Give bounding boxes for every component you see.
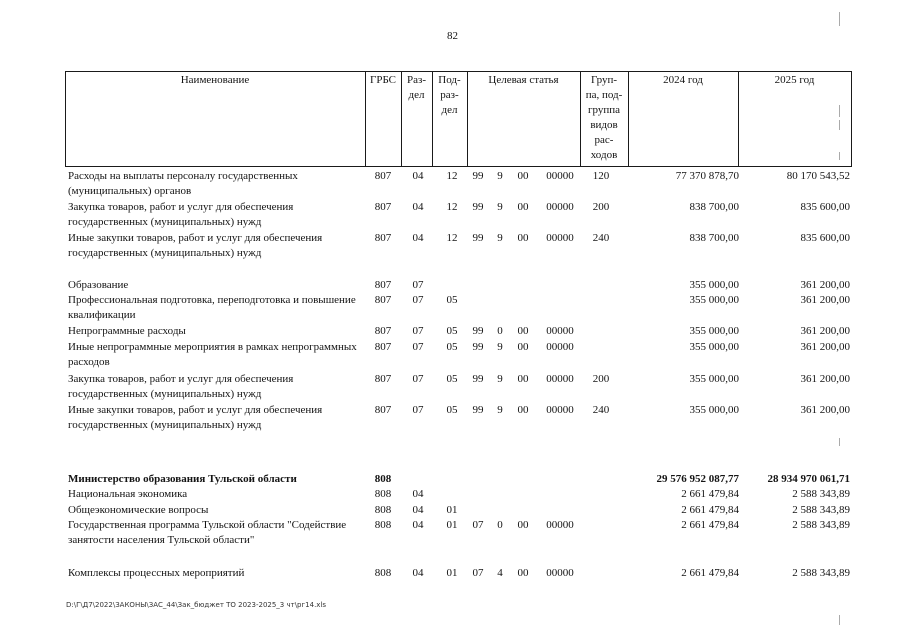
cell-rz: 04: [412, 201, 424, 213]
cell-pr: 05: [446, 341, 458, 353]
cell-grbs: 807: [374, 373, 392, 385]
cell-t3: 00: [517, 325, 529, 337]
cell-v2024: 2 661 479,84: [681, 567, 739, 579]
row-name: Комплексы процессных мероприятий: [68, 567, 245, 579]
row-name: Национальная экономика: [68, 488, 188, 500]
cell-rz: 04: [412, 504, 424, 516]
cell-t4: 00000: [546, 519, 574, 531]
header-podrazdel: Под- раз- дел: [438, 74, 461, 116]
cell-v2024: 355 000,00: [689, 294, 739, 306]
header-name: Наименование: [180, 74, 250, 86]
cell-t2: 9: [497, 170, 503, 182]
cell-grbs: 808: [374, 473, 392, 485]
cell-pr: 12: [446, 201, 458, 213]
cell-grp: 120: [592, 170, 610, 182]
cell-pr: 05: [446, 294, 458, 306]
scan-mark: [839, 438, 840, 446]
cell-v2025: 28 934 970 061,71: [767, 473, 850, 485]
cell-rz: 04: [412, 567, 424, 579]
cell-t2: 9: [497, 201, 503, 213]
cell-grbs: 807: [374, 294, 392, 306]
cell-v2024: 29 576 952 087,77: [656, 473, 739, 485]
cell-t4: 00000: [546, 325, 574, 337]
cell-rz: 07: [412, 279, 424, 291]
cell-v2024: 355 000,00: [689, 341, 739, 353]
cell-grbs: 807: [374, 170, 392, 182]
cell-grbs: 808: [374, 488, 392, 500]
cell-t2: 9: [497, 232, 503, 244]
cell-grbs: 808: [374, 519, 392, 531]
cell-rz: 04: [412, 488, 424, 500]
cell-grbs: 807: [374, 279, 392, 291]
scan-mark: [839, 12, 840, 26]
cell-v2024: 2 661 479,84: [681, 504, 739, 516]
cell-v2025: 2 588 343,89: [792, 519, 850, 531]
cell-t1: 99: [472, 201, 484, 213]
cell-t3: 00: [517, 170, 529, 182]
cell-t1: 07: [472, 519, 484, 531]
cell-rz: 07: [412, 294, 424, 306]
cell-v2025: 361 200,00: [800, 341, 850, 353]
cell-grbs: 808: [374, 504, 392, 516]
cell-grbs: 807: [374, 325, 392, 337]
cell-t4: 00000: [546, 201, 574, 213]
cell-t1: 99: [472, 373, 484, 385]
cell-pr: 05: [446, 404, 458, 416]
cell-v2024: 838 700,00: [689, 201, 739, 213]
cell-v2025: 2 588 343,89: [792, 567, 850, 579]
cell-grp: 240: [592, 404, 610, 416]
scan-mark: [839, 120, 840, 130]
cell-rz: 04: [412, 519, 424, 531]
header-2025: 2025 год: [774, 74, 815, 86]
cell-t4: 00000: [546, 170, 574, 182]
cell-rz: 04: [412, 232, 424, 244]
cell-v2025: 361 200,00: [800, 294, 850, 306]
row-name: Государственная программа Тульской области "Содействие занятости населения Тульской области": [68, 519, 347, 546]
scan-mark: [839, 105, 840, 117]
cell-t2: 0: [497, 519, 503, 531]
header-group: Груп- па, под- группа видов рас- ходов: [585, 74, 623, 161]
cell-t3: 00: [517, 519, 529, 531]
cell-t2: 4: [497, 567, 503, 579]
cell-grbs: 807: [374, 341, 392, 353]
row-name: Расходы на выплаты персоналу государственных (муниципальных) органов: [68, 170, 298, 197]
header-grbs: ГРБС: [369, 74, 397, 86]
row-name: Министерство образования Тульской области: [68, 473, 297, 485]
cell-t4: 00000: [546, 373, 574, 385]
cell-grbs: 808: [374, 567, 392, 579]
cell-t2: 9: [497, 373, 503, 385]
cell-v2025: 361 200,00: [800, 404, 850, 416]
cell-grbs: 807: [374, 201, 392, 213]
cell-v2024: 2 661 479,84: [681, 488, 739, 500]
cell-v2025: 361 200,00: [800, 373, 850, 385]
cell-t2: 9: [497, 404, 503, 416]
table-header: [65, 71, 852, 166]
cell-rz: 07: [412, 341, 424, 353]
cell-t1: 99: [472, 325, 484, 337]
row-name: Профессиональная подготовка, переподготовка и повышение квалификации: [68, 294, 356, 321]
cell-v2024: 355 000,00: [689, 373, 739, 385]
cell-v2025: 2 588 343,89: [792, 488, 850, 500]
scan-mark: [839, 615, 840, 625]
cell-t1: 07: [472, 567, 484, 579]
header-razdel: Раз- дел: [406, 74, 426, 101]
cell-v2025: 2 588 343,89: [792, 504, 850, 516]
row-name: Образование: [68, 279, 129, 291]
cell-pr: 01: [446, 567, 458, 579]
cell-rz: 07: [412, 404, 424, 416]
file-path-footer: D:\Г\Д7\2022\ЗАКОНЫ\ЗАС_44\Зак_бюджет ТО 2023-2025_3 чт\рг14.xls: [66, 601, 327, 609]
row-name: Иные непрограммные мероприятия в рамках непрограммных расходов: [68, 341, 357, 368]
cell-t4: 00000: [546, 341, 574, 353]
cell-t1: 99: [472, 232, 484, 244]
cell-t4: 00000: [546, 404, 574, 416]
row-name: Закупка товаров, работ и услуг для обеспечения государственных (муниципальных) нужд: [68, 201, 294, 228]
cell-t2: 9: [497, 341, 503, 353]
cell-t3: 00: [517, 404, 529, 416]
cell-t4: 00000: [546, 567, 574, 579]
row-name: Иные закупки товаров, работ и услуг для обеспечения государственных (муниципальных) нужд: [68, 404, 323, 431]
cell-v2024: 77 370 878,70: [675, 170, 739, 182]
cell-rz: 04: [412, 170, 424, 182]
cell-t3: 00: [517, 232, 529, 244]
cell-t3: 00: [517, 567, 529, 579]
cell-grp: 200: [592, 201, 610, 213]
cell-t1: 99: [472, 341, 484, 353]
page-number: 82: [447, 30, 458, 42]
cell-v2025: 361 200,00: [800, 325, 850, 337]
cell-pr: 01: [446, 519, 458, 531]
cell-v2024: 355 000,00: [689, 279, 739, 291]
cell-v2024: 838 700,00: [689, 232, 739, 244]
cell-rz: 07: [412, 373, 424, 385]
cell-v2024: 355 000,00: [689, 404, 739, 416]
cell-t3: 00: [517, 201, 529, 213]
cell-t3: 00: [517, 373, 529, 385]
cell-pr: 12: [446, 170, 458, 182]
cell-pr: 12: [446, 232, 458, 244]
cell-v2024: 355 000,00: [689, 325, 739, 337]
cell-pr: 05: [446, 325, 458, 337]
row-name: Общеэкономические вопросы: [68, 504, 209, 516]
cell-v2025: 835 600,00: [800, 232, 850, 244]
cell-rz: 07: [412, 325, 424, 337]
cell-grp: 200: [592, 373, 610, 385]
cell-t4: 00000: [546, 232, 574, 244]
cell-t2: 0: [497, 325, 503, 337]
row-name: Закупка товаров, работ и услуг для обеспечения государственных (муниципальных) нужд: [68, 373, 294, 400]
cell-grp: 240: [592, 232, 610, 244]
cell-t1: 99: [472, 170, 484, 182]
cell-pr: 05: [446, 373, 458, 385]
cell-v2025: 835 600,00: [800, 201, 850, 213]
row-name: Непрограммные расходы: [68, 325, 186, 337]
cell-t1: 99: [472, 404, 484, 416]
cell-v2025: 361 200,00: [800, 279, 850, 291]
header-target: Целевая статья: [488, 74, 559, 86]
scan-mark: [839, 152, 840, 160]
row-name: Иные закупки товаров, работ и услуг для обеспечения государственных (муниципальных) нужд: [68, 232, 323, 259]
cell-grbs: 807: [374, 404, 392, 416]
cell-pr: 01: [446, 504, 458, 516]
cell-grbs: 807: [374, 232, 392, 244]
cell-v2024: 2 661 479,84: [681, 519, 739, 531]
cell-t3: 00: [517, 341, 529, 353]
header-2024: 2024 год: [663, 74, 703, 86]
cell-v2025: 80 170 543,52: [786, 170, 850, 182]
